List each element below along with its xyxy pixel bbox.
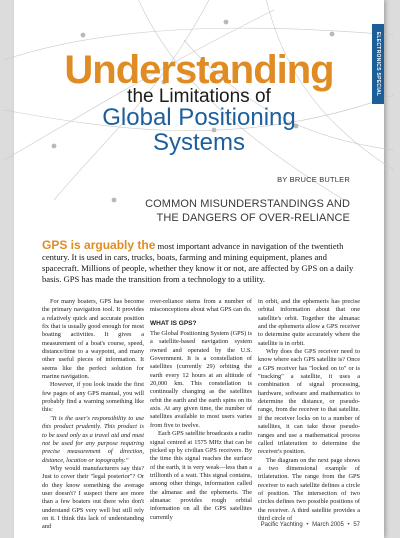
column1-paragraph-3: Why would manufacturers say this? Just to cover their "legal posterior"? Or do they know something the average user doesn't? I suspect there are more than a few boaters out there who don't understand GPS very well but still rely on it. I think this lack of understanding and bbox=[42, 464, 144, 531]
article-column-2 bbox=[150, 298, 252, 522]
column3-paragraph-2: Why does the GPS receiver need to know where each GPS satellite is? Once a GPS receiver has "locked on to" or is "tracking" a satellite, it uses a combination of signal processing, hardware, software and mathematics to determine the distance, or pseudo-range, from the receiver to that satellite. If the receiver locks on to a number of satellites, it can take those pseudo-ranges and use a mathematical process called trilateration to determine the receiver's position. bbox=[258, 348, 360, 456]
footer-page-number: 57 bbox=[353, 522, 360, 528]
article-column-1 bbox=[42, 298, 144, 532]
column1-paragraph-1: For many boaters, GPS has become the primary navigation tool. It provides a relatively quick and accurate position fix that is usually good enough for most boating activities. It gives a measurement of a boat's course, speed, distance/time to a waypoint, and many other useful pieces of information. It seems like the perfect solution for marine navigation. bbox=[42, 298, 144, 381]
headline-line-1: Understanding bbox=[64, 48, 334, 92]
lead-paragraph bbox=[42, 240, 360, 285]
section-tab-label: ELECTRONICS SPECIAL bbox=[375, 31, 381, 97]
column3-paragraph-3: The diagram on the next page shows a two dimensional example of trilateration. The range from the GPS receiver to each satellite defines a circle of position. The intersection of two circles defines two possible positions of the receiver. A third satellite provides a third circle of bbox=[258, 456, 360, 522]
column1-paragraph-2: However, if you look inside the first few pages of any GPS manual, you will probably find a warning something like this: bbox=[42, 381, 144, 414]
footer-magazine: Pacific Yachting bbox=[260, 522, 303, 528]
magazine-page bbox=[14, 0, 384, 538]
section-heading: WHAT IS GPS? bbox=[150, 319, 197, 327]
lead-dropin: GPS is arguably the bbox=[42, 238, 156, 252]
lead-text: most important advance in navigation of the twentieth century. It is used in cars, trucks, boats, farming and mining equipment, planes and spacecraft. Millions of people, whether they know it or not, are affected by GPS on a daily basis. GPS has made the transition from a technology to a utility. bbox=[42, 241, 354, 284]
page-footer bbox=[261, 522, 360, 528]
column2-paragraph-2: The Global Positioning System (GPS) is a satellite-based navigation system owned and operated by the U.S. Government. It is a constellation of satellites (currently 29) orbiting the earth every 12 hours at an altitude of 20,000 km. This constellation is continually changing as the satellites orbit the earth and the earth spins on its axis. At any given time, the number of satellites available to most users varies from five to twelve. bbox=[150, 330, 252, 429]
footer-separator: • bbox=[347, 522, 350, 528]
article-column-3 bbox=[258, 298, 360, 523]
subheading-line-1: COMMON MISUNDERSTANDINGS AND bbox=[145, 198, 350, 210]
footer-issue: March 2005 bbox=[312, 522, 344, 528]
subheading-line-2: THE DANGERS OF OVER-RELIANCE bbox=[156, 212, 350, 224]
byline: BY BRUCE BUTLER bbox=[277, 175, 350, 184]
headline-line-2: the Limitations of bbox=[127, 86, 271, 107]
column2-paragraph-1: over-reliance stems from a number of misconceptions about what GPS can do. bbox=[150, 298, 252, 314]
column2-paragraph-3: Each GPS satellite broadcasts a radio signal centred at 1575 MHz that can be picked up by civilian GPS receivers. By the time this signal reaches the surface of the earth, it is very weak—less than a trillionth of a watt. This signal contains, among other things, information called the almanac and the ephemeris. The almanac provides rough orbital information on all the GPS satellites currently bbox=[150, 430, 252, 521]
headline-line-3: Global Positioning bbox=[102, 104, 296, 131]
column3-paragraph-1: in orbit, and the ephemeris has precise orbital information about that one satellite's orbit. Together the almanac and the ephemeris allow a GPS receiver to determine quite accurately where the satellite is in orbit. bbox=[258, 298, 360, 347]
headline-line-4: Systems bbox=[152, 129, 245, 156]
footer-separator: • bbox=[306, 522, 309, 528]
column1-quote: "It is the user's responsibility to use this product prudently. This product is to be used only as a travel aid and must not be used for any purpose requiring precise measurement of direction, distance, location or topography." bbox=[42, 414, 144, 464]
